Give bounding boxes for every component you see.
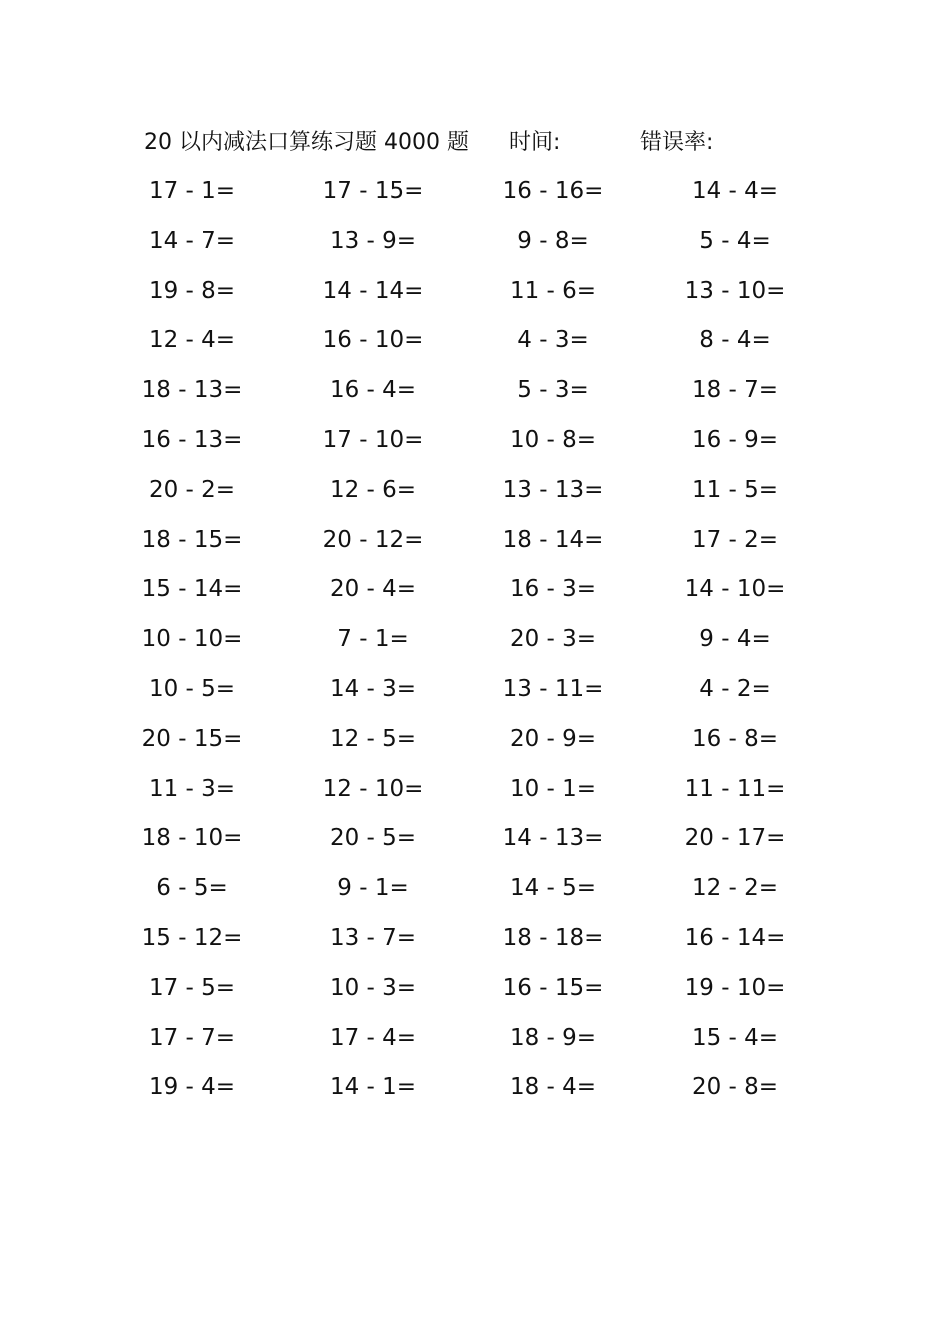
problem-row: [0, 224, 950, 274]
problem-row: [0, 672, 950, 722]
subtraction-problem: 13 - 11=: [502, 675, 604, 702]
subtraction-problem: 5 - 3=: [517, 377, 589, 404]
subtraction-problem: 20 - 5=: [329, 825, 417, 852]
subtraction-problem: 19 - 8=: [148, 277, 236, 304]
problem-row: [0, 622, 950, 672]
subtraction-problem: 13 - 10=: [684, 277, 786, 304]
subtraction-problem: 14 - 10=: [684, 576, 786, 603]
subtraction-problem: 12 - 4=: [148, 327, 236, 354]
problem-row: [0, 523, 950, 573]
subtraction-problem: 7 - 1=: [337, 626, 409, 653]
worksheet-title: 20 以内减法口算练习题 4000 题: [144, 130, 469, 155]
subtraction-problem: 9 - 8=: [517, 227, 589, 254]
subtraction-problem: 4 - 3=: [517, 327, 589, 354]
problem-row: [0, 323, 950, 373]
subtraction-problem: 18 - 14=: [502, 526, 604, 553]
subtraction-problem: 11 - 5=: [691, 476, 779, 503]
subtraction-problem: 4 - 2=: [699, 675, 771, 702]
subtraction-problem: 20 - 3=: [509, 626, 597, 653]
problem-row: [0, 772, 950, 822]
subtraction-problem: 16 - 14=: [684, 924, 786, 951]
subtraction-problem: 9 - 4=: [699, 626, 771, 653]
subtraction-problem: 10 - 1=: [509, 775, 597, 802]
subtraction-problem: 18 - 4=: [509, 1074, 597, 1101]
subtraction-problem: 16 - 4=: [329, 377, 417, 404]
subtraction-problem: 5 - 4=: [699, 227, 771, 254]
subtraction-problem: 18 - 10=: [141, 825, 243, 852]
problem-row: [0, 473, 950, 523]
problem-row: [0, 373, 950, 423]
subtraction-problem: 13 - 9=: [329, 227, 417, 254]
problem-row: [0, 971, 950, 1021]
subtraction-problem: 8 - 4=: [699, 327, 771, 354]
error-rate-label: 错误率:: [640, 130, 714, 155]
problem-row: [0, 1070, 950, 1120]
subtraction-problem: 17 - 7=: [148, 1024, 236, 1051]
subtraction-problem: 14 - 7=: [148, 227, 236, 254]
problem-row: [0, 821, 950, 871]
problem-row: [0, 871, 950, 921]
subtraction-problem: 16 - 3=: [509, 576, 597, 603]
subtraction-problem: 10 - 8=: [509, 426, 597, 453]
subtraction-problem: 17 - 15=: [322, 178, 424, 204]
subtraction-problem: 9 - 1=: [337, 875, 409, 902]
subtraction-problem: 12 - 5=: [329, 725, 417, 752]
problem-row: [0, 274, 950, 324]
problem-row: [0, 1021, 950, 1071]
subtraction-problem: 15 - 12=: [141, 924, 243, 951]
subtraction-problem: 20 - 12=: [322, 526, 424, 553]
subtraction-problem: 6 - 5=: [156, 875, 228, 902]
subtraction-problem: 11 - 11=: [684, 775, 786, 802]
problem-grid: [0, 174, 950, 1120]
subtraction-problem: 20 - 4=: [329, 576, 417, 603]
subtraction-problem: 18 - 13=: [141, 377, 243, 404]
subtraction-problem: 16 - 15=: [502, 974, 604, 1001]
subtraction-problem: 10 - 10=: [141, 626, 243, 653]
problem-row: [0, 174, 950, 224]
subtraction-problem: 17 - 10=: [322, 426, 424, 453]
problem-row: [0, 572, 950, 622]
subtraction-problem: 20 - 17=: [684, 825, 786, 852]
subtraction-problem: 19 - 10=: [684, 974, 786, 1001]
subtraction-problem: 20 - 9=: [509, 725, 597, 752]
subtraction-problem: 13 - 7=: [329, 924, 417, 951]
subtraction-problem: 10 - 3=: [329, 974, 417, 1001]
subtraction-problem: 15 - 14=: [141, 576, 243, 603]
subtraction-problem: 16 - 8=: [691, 725, 779, 752]
subtraction-problem: 16 - 16=: [502, 178, 604, 204]
subtraction-problem: 15 - 4=: [691, 1024, 779, 1051]
subtraction-problem: 18 - 9=: [509, 1024, 597, 1051]
subtraction-problem: 17 - 2=: [691, 526, 779, 553]
subtraction-problem: 14 - 1=: [329, 1074, 417, 1101]
worksheet-header: [144, 126, 784, 160]
subtraction-problem: 11 - 3=: [148, 775, 236, 802]
problem-row: [0, 722, 950, 772]
subtraction-problem: 14 - 14=: [322, 277, 424, 304]
subtraction-problem: 20 - 8=: [691, 1074, 779, 1101]
subtraction-problem: 16 - 13=: [141, 426, 243, 453]
subtraction-problem: 12 - 2=: [691, 875, 779, 902]
subtraction-problem: 18 - 7=: [691, 377, 779, 404]
subtraction-problem: 17 - 1=: [148, 178, 236, 204]
subtraction-problem: 20 - 2=: [148, 476, 236, 503]
subtraction-problem: 16 - 10=: [322, 327, 424, 354]
subtraction-problem: 17 - 4=: [329, 1024, 417, 1051]
subtraction-problem: 13 - 13=: [502, 476, 604, 503]
subtraction-problem: 11 - 6=: [509, 277, 597, 304]
subtraction-problem: 12 - 6=: [329, 476, 417, 503]
subtraction-problem: 12 - 10=: [322, 775, 424, 802]
problem-row: [0, 423, 950, 473]
subtraction-problem: 14 - 4=: [691, 178, 779, 204]
subtraction-problem: 17 - 5=: [148, 974, 236, 1001]
subtraction-problem: 16 - 9=: [691, 426, 779, 453]
subtraction-problem: 14 - 3=: [329, 675, 417, 702]
subtraction-problem: 14 - 5=: [509, 875, 597, 902]
time-label: 时间:: [509, 130, 561, 155]
subtraction-problem: 14 - 13=: [502, 825, 604, 852]
subtraction-problem: 18 - 15=: [141, 526, 243, 553]
problem-row: [0, 921, 950, 971]
subtraction-problem: 19 - 4=: [148, 1074, 236, 1101]
subtraction-problem: 18 - 18=: [502, 924, 604, 951]
subtraction-problem: 10 - 5=: [148, 675, 236, 702]
subtraction-problem: 20 - 15=: [141, 725, 243, 752]
